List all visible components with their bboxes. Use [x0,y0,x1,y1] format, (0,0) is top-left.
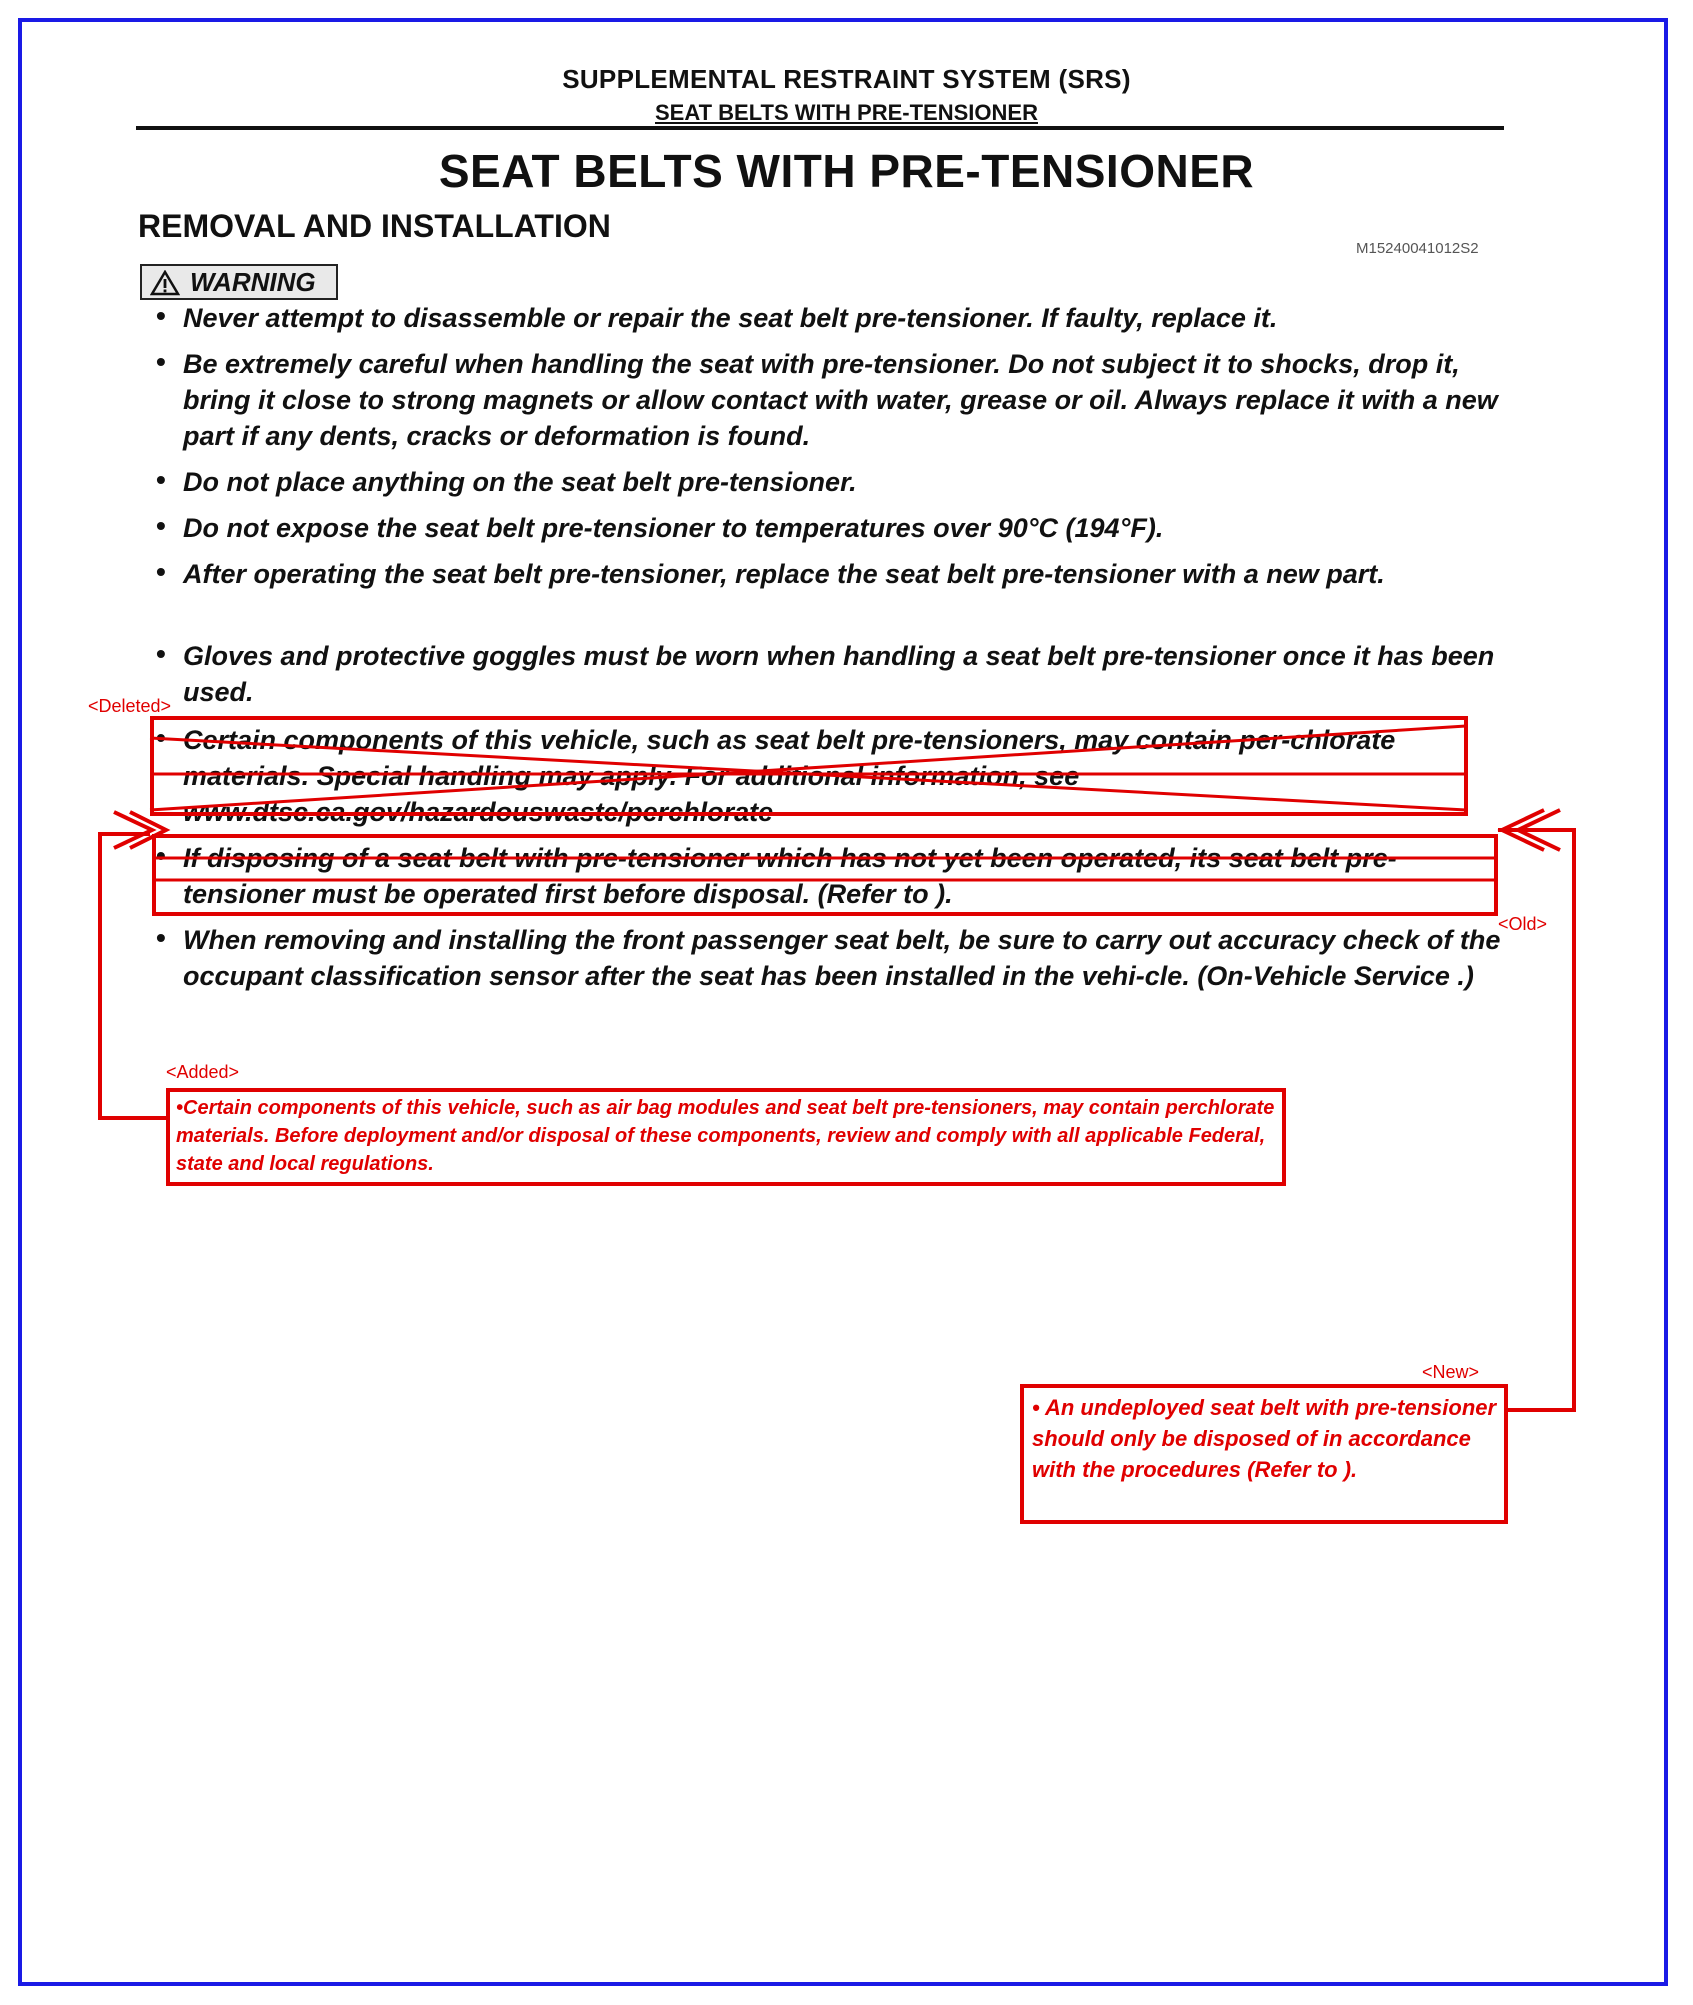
bullet-dot: • [156,510,166,541]
deleted-warning-item: Certain components of this vehicle, such as seat belt pre-tensioners, may contain per-chlorate materials. Special handling may apply. For additional information, see www.dtsc.ca.gov/hazardouswaste/perchlorate [183,725,1396,827]
bullet-dot: • [156,464,166,495]
bullet-dot: • [156,840,166,871]
warning-item: After operating the seat belt pre-tensioner, replace the seat belt pre-tensioner with a new part. [183,559,1385,589]
section-header: SUPPLEMENTAL RESTRAINT SYSTEM (SRS) [562,64,1131,94]
warning-item: Never attempt to disassemble or repair the seat belt pre-tensioner. If faulty, replace it. [183,303,1278,333]
right-connector-arrow [1498,810,1574,1410]
warning-label-text: WARNING [190,267,316,297]
warning-item: Do not place anything on the seat belt pre-tensioner. [183,467,857,497]
bullet-dot: • [156,722,166,753]
bullet-dot: • [156,922,166,953]
warning-item: Do not expose the seat belt pre-tensioner to temperatures over 90°C (194°F). [183,513,1164,543]
added-tag: <Added> [166,1062,240,1082]
bullet-dot: • [156,556,166,587]
warning-item: Gloves and protective goggles must be worn when handling a seat belt pre-tensioner once it has been used. [183,641,1495,707]
page-title: SEAT BELTS WITH PRE-TENSIONER [438,145,1255,197]
new-note: • An undeployed seat belt with pre-tensioner should only be disposed of in accordance with the procedures (Refer to ). [1032,1395,1497,1482]
new-tag: <New> [1422,1362,1480,1382]
warning-item: When removing and installing the front passenger seat belt, be sure to carry out accuracy check of the occupant classification sensor after the seat has been installed in the vehi-cle. (On-Vehicle Service .) [183,925,1501,991]
bullet-dot: • [156,300,166,331]
old-tag: <Old> [1498,914,1548,934]
deleted-tag: <Deleted> [88,696,172,716]
procedure-heading: REMOVAL AND INSTALLATION [138,208,611,244]
old-warning-item: If disposing of a seat belt with pre-tensioner which has not yet been operated, its seat belt pre-tensioner must be operated first before disposal. (Refer to ). [183,843,1397,909]
section-subheader: SEAT BELTS WITH PRE-TENSIONER [655,100,1038,125]
document-id: M15240041012S2 [1356,240,1479,257]
bullet-dot: • [156,346,166,377]
added-note: •Certain components of this vehicle, such as air bag modules and seat belt pre-tensioners, may contain perchlorate materials. Before deployment and/or disposal of these components, review and comply with all applicable Federal, state and local regulations. [176,1097,1275,1175]
warning-item: Be extremely careful when handling the seat with pre-tensioner. Do not subject it to shocks, drop it, bring it close to strong magnets or allow contact with water, grease or oil. Always replace it with a new part if any dents, cracks or deformation is found. [183,349,1498,451]
bullet-dot: • [156,638,166,669]
strikethrough-lines [150,726,1496,880]
